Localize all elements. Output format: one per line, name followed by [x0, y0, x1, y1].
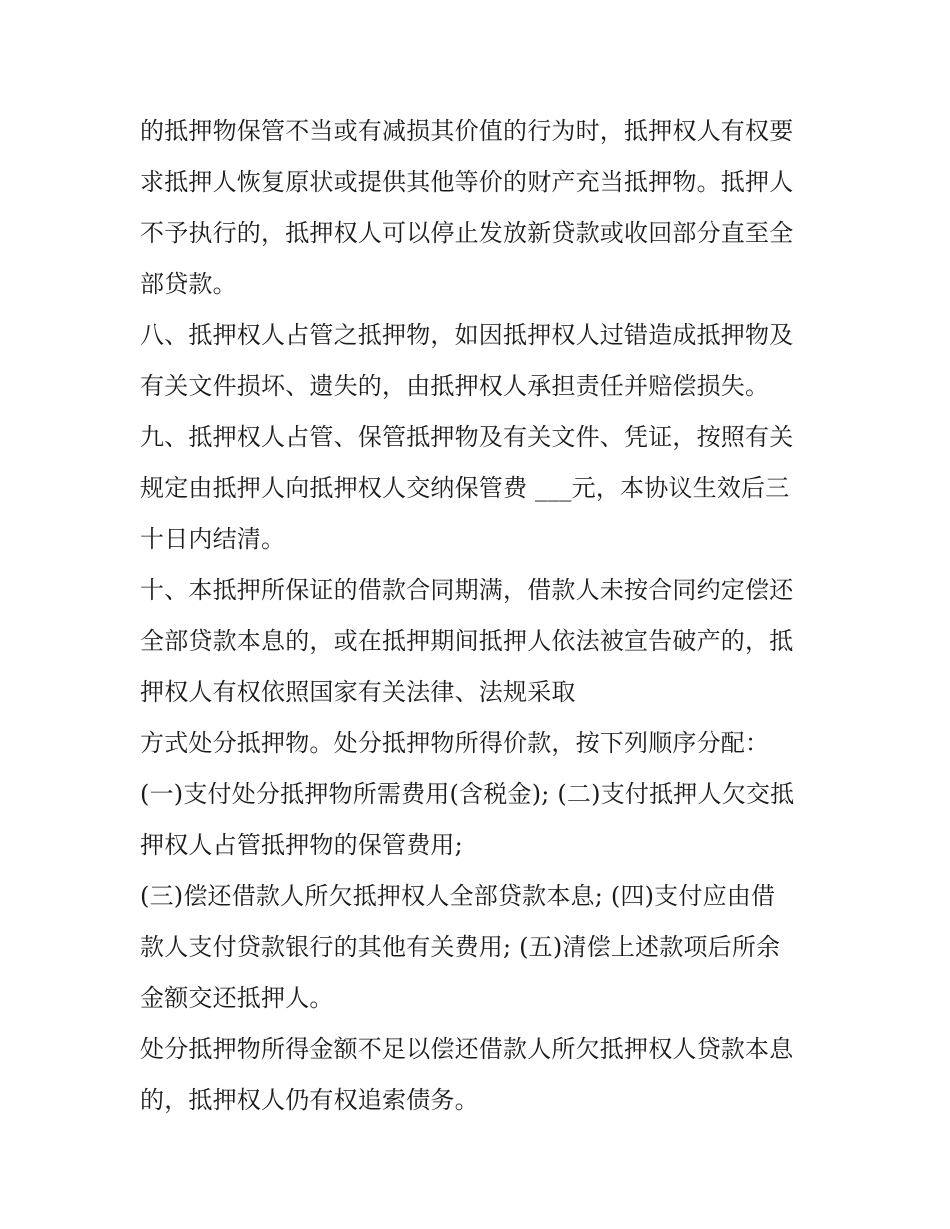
text-line: 处分抵押物所得金额不足以偿还借款人所欠抵押权人贷款本息	[140, 1035, 794, 1063]
text-line: (一)支付处分抵押物所需费用(含税金); (二)支付抵押人欠交抵	[140, 780, 795, 808]
text-line: 八、抵押权人占管之抵押物，如因抵押权人过错造成抵押物及	[140, 321, 794, 349]
text-line: 金额交还抵押人。	[140, 984, 334, 1012]
text-line: 规定由抵押人向抵押权人交纳保管费 ___元，本协议生效后三	[140, 474, 790, 502]
document-body	[140, 106, 820, 1126]
text-line: 款人支付贷款银行的其他有关费用; (五)清偿上述款项后所余	[140, 933, 781, 961]
text-line: 部贷款。	[140, 270, 237, 298]
text-line: (三)偿还借款人所欠抵押权人全部贷款本息; (四)支付应由借	[140, 882, 776, 910]
text-line: 求抵押人恢复原状或提供其他等价的财产充当抵押物。抵押人	[140, 168, 794, 196]
text-line: 方式处分抵押物。处分抵押物所得价款，按下列顺序分配：	[140, 729, 770, 757]
text-line: 十、本抵押所保证的借款合同期满，借款人未按合同约定偿还	[140, 576, 794, 604]
text-line: 九、抵押权人占管、保管抵押物及有关文件、凭证，按照有关	[140, 423, 794, 451]
text-line: 十日内结清。	[140, 525, 286, 553]
text-line: 押权人占管抵押物的保管费用;	[140, 831, 463, 859]
text-line: 的抵押物保管不当或有减损其价值的行为时，抵押权人有权要	[140, 117, 794, 145]
text-line: 的，抵押权人仍有权追索债务。	[140, 1086, 479, 1114]
text-line: 押权人有权依照国家有关法律、法规采取	[140, 678, 576, 706]
text-line: 有关文件损坏、遗失的，由抵押权人承担责任并赔偿损失。	[140, 372, 770, 400]
text-line: 全部贷款本息的，或在抵押期间抵押人依法被宣告破产的，抵	[140, 627, 794, 655]
text-line: 不予执行的，抵押权人可以停止发放新贷款或收回部分直至全	[140, 219, 794, 247]
